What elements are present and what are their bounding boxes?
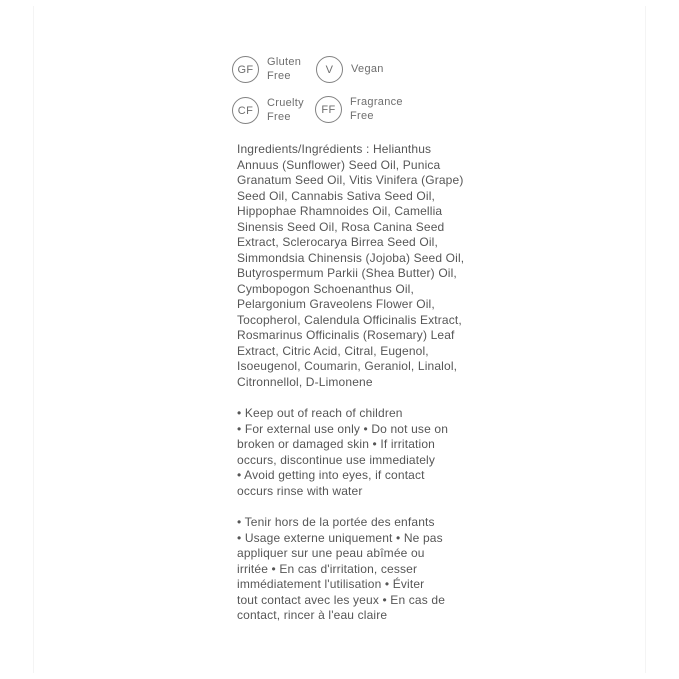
gluten-free-icon xyxy=(232,56,259,83)
text-line: immédiatement l'utilisation • Éviter xyxy=(237,577,425,591)
text-line: Free xyxy=(267,69,291,82)
badge-label xyxy=(351,63,384,77)
text-line: occurs rinse with water xyxy=(237,483,363,498)
warnings-french xyxy=(237,515,455,624)
cruelty-free-icon xyxy=(232,97,259,124)
text-line: occurs, discontinue use immediately xyxy=(237,452,436,467)
text-line: Fragrance xyxy=(350,96,403,108)
text-line: broken or damaged skin • If irritation xyxy=(237,437,435,451)
badge-cruelty-free xyxy=(232,97,304,124)
text-line: irritée • En cas d'irritation, cesser xyxy=(237,561,418,576)
vegan-icon xyxy=(316,56,343,83)
text-line: Granatum Seed Oil, Vitis Vinifera (Grape) xyxy=(237,173,464,187)
text-line: tout contact avec les yeux • En cas de xyxy=(237,592,446,607)
text-line: • Keep out of reach of children xyxy=(237,406,403,420)
badge-abbr: GF xyxy=(237,63,254,76)
text-line: • Avoid getting into eyes, if contact xyxy=(237,468,425,482)
text-line: Sinensis Seed Oil, Rosa Canina Seed xyxy=(237,219,445,234)
right-edge-line xyxy=(645,6,646,673)
badge-gluten-free xyxy=(232,56,301,83)
text-line: Simmondsia Chinensis (Jojoba) Seed Oil, xyxy=(237,250,465,265)
text-line: Extract, Sclerocarya Birrea Seed Oil, xyxy=(237,235,438,249)
badge-abbr: CF xyxy=(237,104,254,117)
text-line: Free xyxy=(350,109,374,122)
text-line: Vegan xyxy=(351,62,384,75)
warnings-english xyxy=(237,406,455,499)
badge-abbr: FF xyxy=(321,103,336,116)
ingredients-list xyxy=(237,142,465,390)
badge-abbr: V xyxy=(325,63,334,76)
text-line: • Usage externe uniquement • Ne pas xyxy=(237,530,443,545)
text-line: contact, rincer à l'eau claire xyxy=(237,608,388,622)
text-line: Citronnellol, D-Limonene xyxy=(237,374,373,389)
badge-fragrance-free xyxy=(315,96,403,123)
badge-label xyxy=(267,97,304,124)
text-line: Tocopherol, Calendula Officinalis Extract, xyxy=(237,312,462,327)
text-line: Ingredients/Ingrédients : Helianthus xyxy=(237,142,432,156)
badge-vegan xyxy=(316,56,384,83)
text-line: Cruelty xyxy=(267,97,304,109)
fragrance-free-icon xyxy=(315,96,342,123)
certification-badges xyxy=(232,56,452,126)
text-line: Butyrospermum Parkii (Shea Butter) Oil, xyxy=(237,266,457,280)
text-line: • For external use only • Do not use on xyxy=(237,421,449,436)
text-line: Extract, Citric Acid, Citral, Eugenol, xyxy=(237,343,429,358)
text-line: Hippophae Rhamnoides Oil, Camellia xyxy=(237,204,443,218)
text-line: appliquer sur une peau abîmée ou xyxy=(237,546,425,560)
text-line: Gluten xyxy=(267,56,302,68)
text-line: • Tenir hors de la portée des enfants xyxy=(237,515,435,529)
text-line: Seed Oil, Cannabis Sativa Seed Oil, xyxy=(237,188,436,203)
text-line: Annuus (Sunflower) Seed Oil, Punica xyxy=(237,157,441,172)
left-edge-line xyxy=(33,6,34,673)
text-line: Cymbopogon Schoenanthus Oil, xyxy=(237,281,414,296)
badge-label xyxy=(350,96,403,123)
text-line: Pelargonium Graveolens Flower Oil, xyxy=(237,297,435,311)
text-line: Rosmarinus Officinalis (Rosemary) Leaf xyxy=(237,328,455,342)
text-line: Free xyxy=(267,110,291,123)
text-line: Isoeugenol, Coumarin, Geraniol, Linalol, xyxy=(237,359,458,373)
badge-label xyxy=(267,56,301,83)
